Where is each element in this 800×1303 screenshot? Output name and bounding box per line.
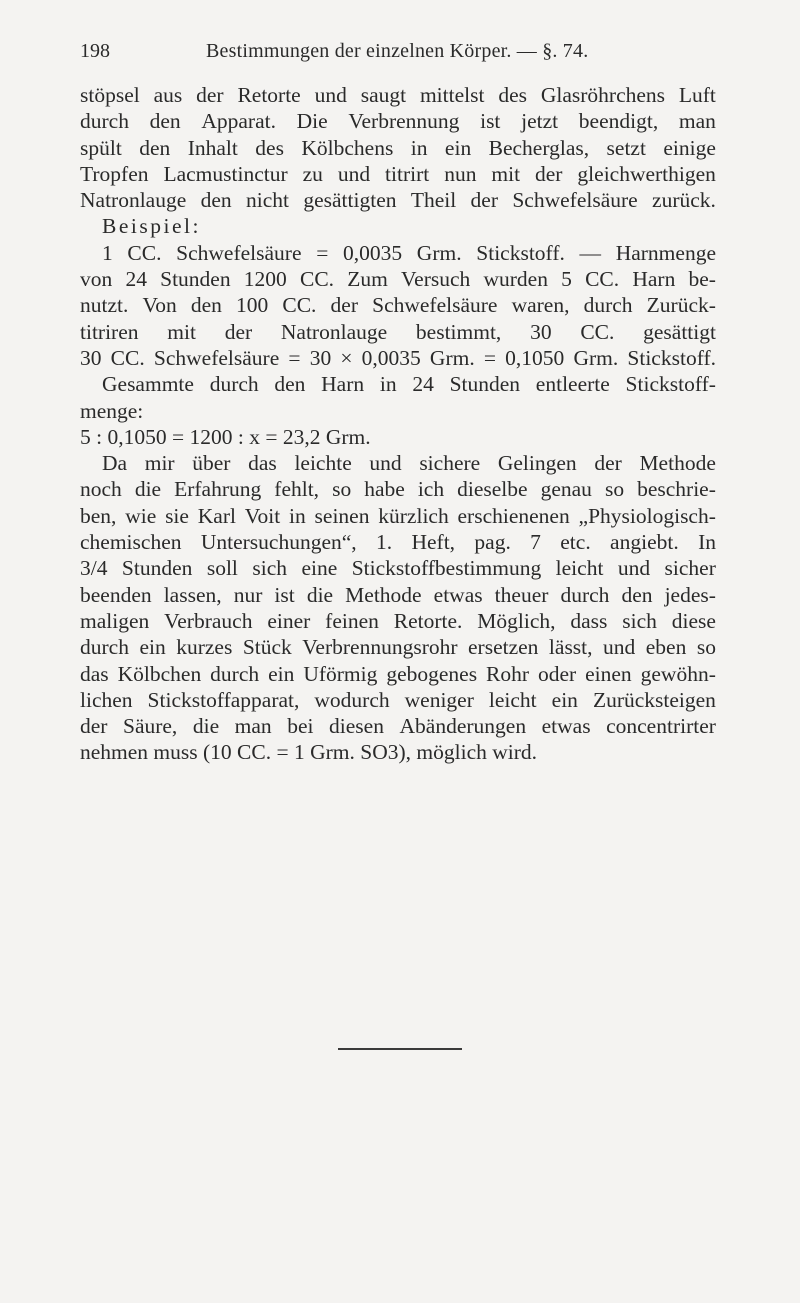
text-line: titriren mit der Natronlauge bestimmt, 30 CC. gesättigt bbox=[80, 319, 716, 344]
text-line: Natronlauge den nicht gesättigten Theil der Schwefelsäure zurück. bbox=[80, 188, 716, 213]
text-line: chemischen Untersuchungen“, 1. Heft, pag. 7 etc. angiebt. In bbox=[80, 530, 716, 555]
page-header bbox=[80, 40, 720, 68]
text-line: durch den Apparat. Die Verbrennung ist jetzt beendigt, man bbox=[80, 109, 716, 134]
body-text bbox=[80, 82, 716, 766]
text-line: der Säure, die man bei diesen Abänderungen etwas concentrirter bbox=[80, 714, 716, 739]
text-line: menge: bbox=[80, 398, 144, 423]
section-end-rule bbox=[338, 1048, 462, 1050]
page-number: 198 bbox=[80, 40, 110, 62]
text-line: Tropfen Lacmustinctur zu und titrirt nun mit der gleichwerthigen bbox=[80, 161, 716, 186]
text-line: ben, wie sie Karl Voit in seinen kürzlich erschienenen „Physiologisch- bbox=[80, 503, 716, 528]
text-line: maligen Verbrauch einer feinen Retorte. Möglich, dass sich diese bbox=[80, 608, 716, 633]
text-line: durch ein kurzes Stück Verbrennungsrohr ersetzen lässt, und eben so bbox=[80, 635, 716, 660]
text-line: Beispiel: bbox=[102, 214, 201, 239]
text-line: 5 : 0,1050 = 1200 : x = 23,2 Grm. bbox=[80, 424, 371, 449]
text-line: Da mir über das leichte und sichere Gelingen der Methode bbox=[102, 451, 716, 476]
text-line: 30 CC. Schwefelsäure = 30 × 0,0035 Grm. = 0,1050 Grm. Stickstoff. bbox=[80, 345, 716, 370]
text-line: spült den Inhalt des Kölbchens in ein Becherglas, setzt einige bbox=[80, 135, 716, 160]
text-line: das Kölbchen durch ein Uförmig gebogenes Rohr oder einen gewöhn- bbox=[80, 661, 716, 686]
text-line: beenden lassen, nur ist die Methode etwas theuer durch den jedes- bbox=[80, 582, 716, 607]
text-line: von 24 Stunden 1200 CC. Zum Versuch wurden 5 CC. Harn be- bbox=[80, 267, 716, 292]
text-line: lichen Stickstoffapparat, wodurch weniger leicht ein Zurücksteigen bbox=[80, 687, 716, 712]
text-line: 3/4 Stunden soll sich eine Stickstoffbestimmung leicht und sicher bbox=[80, 556, 716, 581]
text-line: noch die Erfahrung fehlt, so habe ich dieselbe genau so beschrie- bbox=[80, 477, 716, 502]
text-line: 1 CC. Schwefelsäure = 0,0035 Grm. Stickstoff. — Harnmenge bbox=[102, 240, 716, 265]
text-line: Gesammte durch den Harn in 24 Stunden entleerte Stickstoff- bbox=[102, 372, 716, 397]
text-line: nutzt. Von den 100 CC. der Schwefelsäure waren, durch Zurück- bbox=[80, 293, 716, 318]
text-line: stöpsel aus der Retorte und saugt mittelst des Glasröhrchens Luft bbox=[80, 83, 716, 107]
text-line: nehmen muss (10 CC. = 1 Grm. SO3), möglich wird. bbox=[80, 740, 538, 765]
running-title: Bestimmungen der einzelnen Körper. — §. 74. bbox=[206, 40, 589, 62]
